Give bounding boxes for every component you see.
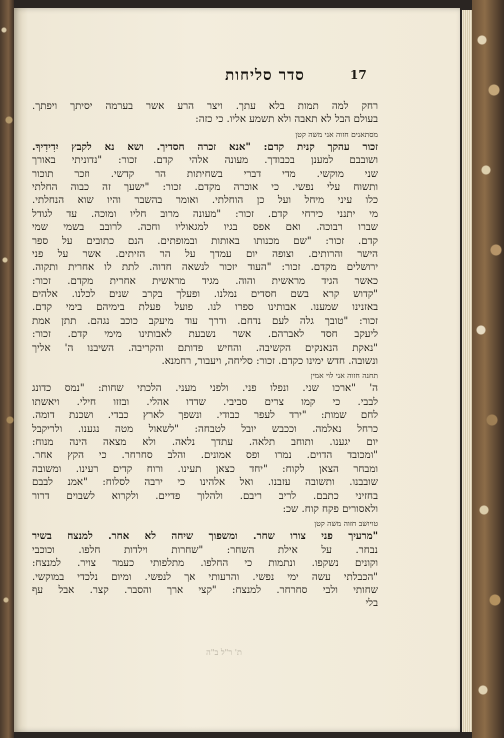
text-line: שחותי ולבי סחרחר. למנצח: "קצי ארך והסבר. קצר. אבל עף [32,584,378,596]
text-line: זכור עהקך קנית קדם: "אנא זכרה חסדיך. ושא נא לקבץ יִדִידִיךָ. [32,140,378,153]
text-line: רחק למה תמות בלא עתך. ויצר הרע אשר בערמה יסיתך ויפתך. [32,101,378,112]
text-line: כאשר הגיד מראשית והוה. מגיד מראשית אחרית מקדם. זכור: [32,275,378,287]
text-line: זכור: "טובך גלה לעם נדחם. ודרך עוד מיעקב כוכב נגהם. תתן אמת [32,315,378,327]
text-line: ותשוח עלי נפשי. כי אוכרה מקדם. זכור: "ישעך זה כבוה החלתי [32,181,378,193]
printer-signature: ת' ר"ל ב"ה [206,648,242,657]
running-title: סדר סליחות [225,66,305,84]
section-heading: טויושב חזוה משה קטן [314,519,378,529]
text-line: בלי [365,598,378,610]
book-page [14,8,460,732]
text-line: שני מוקשי. מדי דברי בשחיתות הר קדשי. וזכר תוכור [32,168,378,180]
text-line: ה' "ארכו שני. ונפלו פני. ולפני מעני. הלכתי שחות: "נמס כדונג [32,383,378,395]
text-line: "הכבלתי עשה ימי נפשי. והרעותי אך לנפשי. ומיום נלכדי במוקשי. [32,571,378,583]
text-line: ולאסורים פקח קוח. שכ: [282,503,378,515]
text-line: בעולם הבל לא תאבה ולא תשמע אליו. כי כזה: [195,114,378,126]
page-stack-edge [462,10,472,732]
text-line: באזנינו שמענו. אבותינו ספרו לנו. פועל פעלת בימיהם בימי קדם. [32,302,378,314]
text-line: מי יתנני כירחי קדם. זכור: "מעונה מרוב חליו ומוכה. עד לגודל [32,208,378,220]
text-line: לחם שמות: "ירד לעפר כבודי. ונשפך לארץ כבדי. ושכנת דומה. [32,410,378,422]
book-cover-right-edge [472,0,504,738]
text-line: "מרעיך פני צורו שחר. ומשפוך שיחה לא אחר. למנצח בשיר [32,530,378,543]
text-line: קדם. זכור: "שם מכנותו באותות ובמופתים. הנם כתובים על ספר [32,235,378,247]
section-heading: תחנה חזוה אני לוי אמין [310,371,378,381]
text-line: נבחר. על אילת השחר: "שחרות וילדות חלפו. וכוכבי [32,544,378,556]
page-header [14,66,460,90]
page-number: 17 [350,68,367,82]
text-line: כלו עיני מיחל ועל כן הוחלתי. ואומר בהשבר והיו שוא הנחלתי. [32,195,378,207]
text-line: לבבי. כי קמו צרים סביבי. שדדו אהלי. ובזזו חילי. ויאשתו [32,396,378,408]
text-line: ונשובה. חדש ימינו כקדם. זכור: סליחה, ויעבור, רחמנא. [161,356,378,368]
book-cover-left-edge [0,0,14,738]
text-line: ליעקב חסד לאברהם. אשר נשבעת לאבותינו מימי קדם. זכור: [32,329,378,341]
text-line: וקונים נשקפו. ונתמות כי החלפו. מתלפותי כעמר צויר. למנצח: [32,558,378,570]
section-heading: מסתאנים חזוה אני משה קטן [295,129,378,139]
page-text [32,100,378,611]
text-line: כרחל נאלמה. וככבש יובל לטבחה: "לשאול מטה נגענו. ולריקבל [32,423,378,435]
text-line: ומבחר הצאן לקוח: "יחד כצאן תעינו. ורוח קדים רעינו. ומשובה [32,463,378,475]
text-line: הישר והרותים. וצופה יום עמדך על הר הזיתים. אשר על פני [32,248,378,260]
text-line: "קדוש קרא בשם חסדים נמלנו. ופעלך בקרב שנים לכלנו. אלהים [32,289,378,301]
text-line: שובבנו. ותשובה עזבנו. ואל אלהינו כי ירבה לסלוח: "אמנ לבבם [32,477,378,489]
text-line: שברו רבוכה. ואם אפס בגיו למגאוליו וחכה. לרובב בשמי שמי [32,222,378,234]
text-line: "ומכובד הדוים. נמרו ופס אמונים. והלב סחרחר. כי הקץ אחר. [32,450,378,462]
text-line: ושובבם למענן בכבודך. מעונה אלהי קדם. זכור: "נדוניתי באורך [32,155,378,167]
text-line: "נאקת הנאנקים הקשיבה. והחיש פדותם והקריבה. השיבנו ה' אליך [32,342,378,354]
text-line: בחזיני כתבם. לריב ריבם. ולהלוך פדיים. ולקרוא לשבוים דרור [32,490,378,502]
text-line: ירושלים מקדם. זכור: "העוד יזכור לנשאה חדוה. לתת לו אחרית ותקוה. [32,262,378,274]
text-line: יום יגענו. ותוחב תלאה. עתדך נלאה. ולא מצאה הינה מנוח: [32,436,378,448]
